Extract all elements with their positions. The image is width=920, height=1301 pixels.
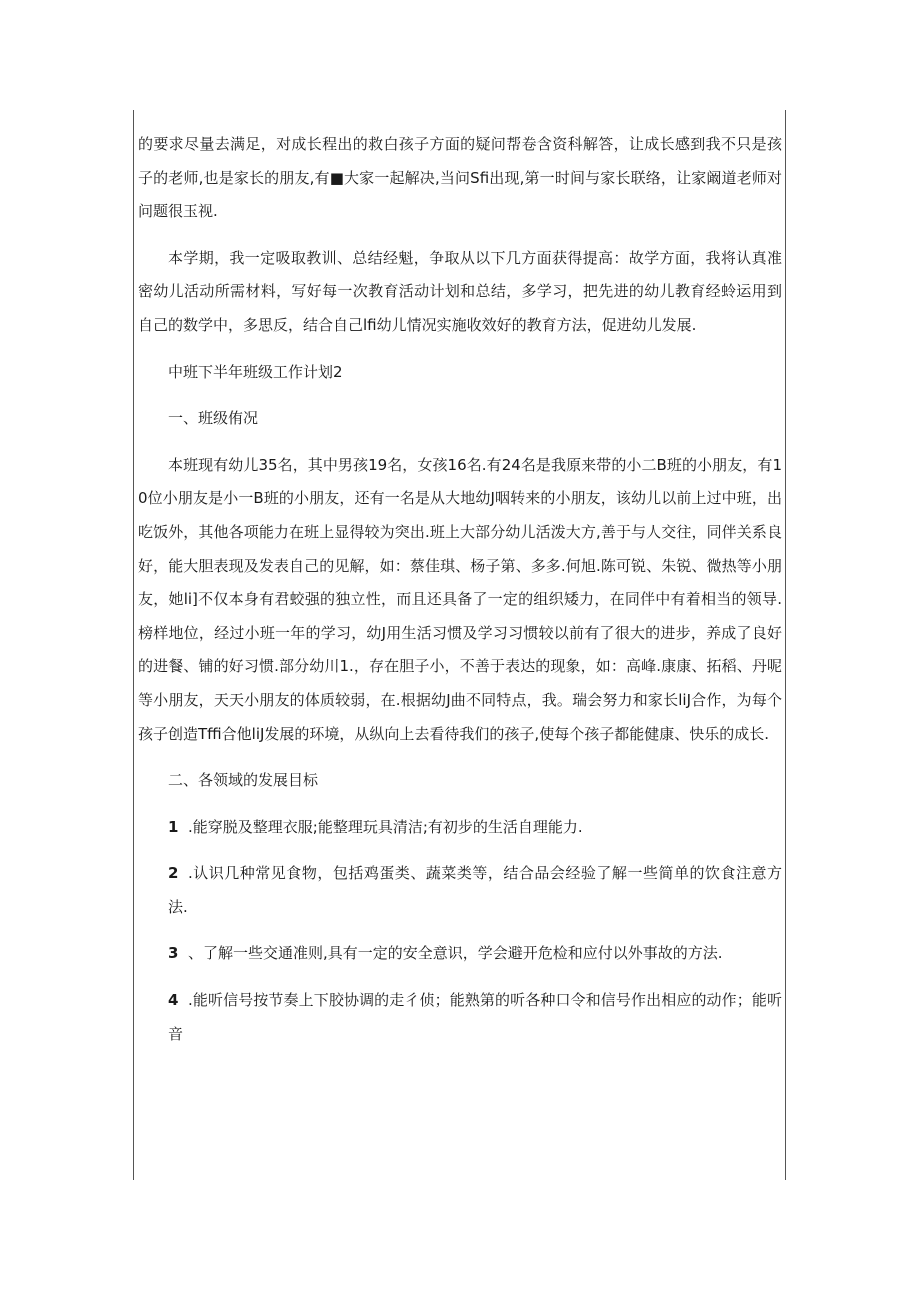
- list-item-number: 4: [168, 991, 179, 1010]
- list-item: [138, 937, 782, 971]
- section-heading-development-goals: 二、各领域的发展目标: [168, 771, 319, 790]
- list-item: [138, 811, 782, 845]
- section-heading-class-situation: 一、班级侑况: [168, 409, 259, 428]
- document-subtitle: 中班下半年班级工作计划2: [168, 362, 343, 381]
- paragraph-continuation: 的要求尽量去满足，对成长程出的救白孩子方面的疑问帮卷含资科解答，让成长感到我不只是孩子的老师,也是家长的朋友,有■大家一起解决,当问Sfi出现,第一时间与家长联络，让家阚道老师对问题很玉视.: [138, 135, 782, 221]
- list-item-number: 3: [168, 944, 179, 963]
- list-item-text: 、了解一些交通准则,具有一定的安全意识，学会避开危检和应付以外事故的方法.: [188, 944, 723, 963]
- list-item-number: 1: [168, 817, 179, 836]
- list-item-number: 2: [168, 864, 179, 883]
- list-item-text: .能穿脱及整理衣服;能整理玩具清洁;有初步的生活自理能力.: [188, 817, 583, 836]
- paragraph-semester-plan: 本学期，我一定吸取教训、总结经魁，争取从以下几方面获得提高：故学方面，我将认真准密幼儿活动所需材料，写好每一次教育活动计划和总结，多学习，把先进的幼儿教育经蛉运用到自己的数学中，多思反，结合自己lfi幼儿情况实施收效好的教育方法，促进幼儿发展.: [138, 248, 782, 334]
- list-item: [138, 984, 782, 1051]
- list-item-text: .认识几种常见食物，包括鸡蛋类、蔬菜类等，结合品会经验了解一些简单的饮食注意方法.: [168, 864, 782, 916]
- document-body: [138, 128, 782, 1051]
- list-item: [138, 857, 782, 924]
- paragraph-class-situation: 本班现有幼儿35名，其中男孩19名，女孩16名.有24名是我原来带的小二B班的小朋友，有10位小朋友是小一B班的小朋友，还有一名是从大地幼J咽转来的小朋友，该幼儿以前上过中班，出吃饭外，其他各项能力在班上显得较为突出.班上大部分幼儿活泼大方,善于与人交往，同伴关系良好，能大胆表现及发表自己的见解，如：蔡佳琪、杨子第、多多.何旭.陈可锐、朱锐、微热等小朋友，她li]不仅本身有君蛟强的独立性，而且还具备了一定的组织矮力，在同伴中有着相当的领导.榜样地位，经过小班一年的学习，幼J用生活习惯及学习习惯较以前有了很大的进步，养成了良好的进餐、铺的好习惯.部分幼川1.，存在胆子小，不善于表达的现象，如：高峰.康康、拓稻、丹呢等小朋友，天天小朋友的体质较弱，在.根据幼J曲不同特点，我。瑞会努力和家长liJ合作，为每个孩子创造Tffi合他liJ发展的环境，从纵向上去看待我们的孩子,使每个孩子都能健康、快乐的成长.: [138, 455, 782, 743]
- left-margin-rule: [133, 110, 134, 1180]
- list-item-text: .能听信号按节奏上下胶协调的走彳侦；能熟第的听各种口令和信号作出相应的动作；能听音: [168, 991, 782, 1043]
- right-margin-rule: [785, 110, 786, 1180]
